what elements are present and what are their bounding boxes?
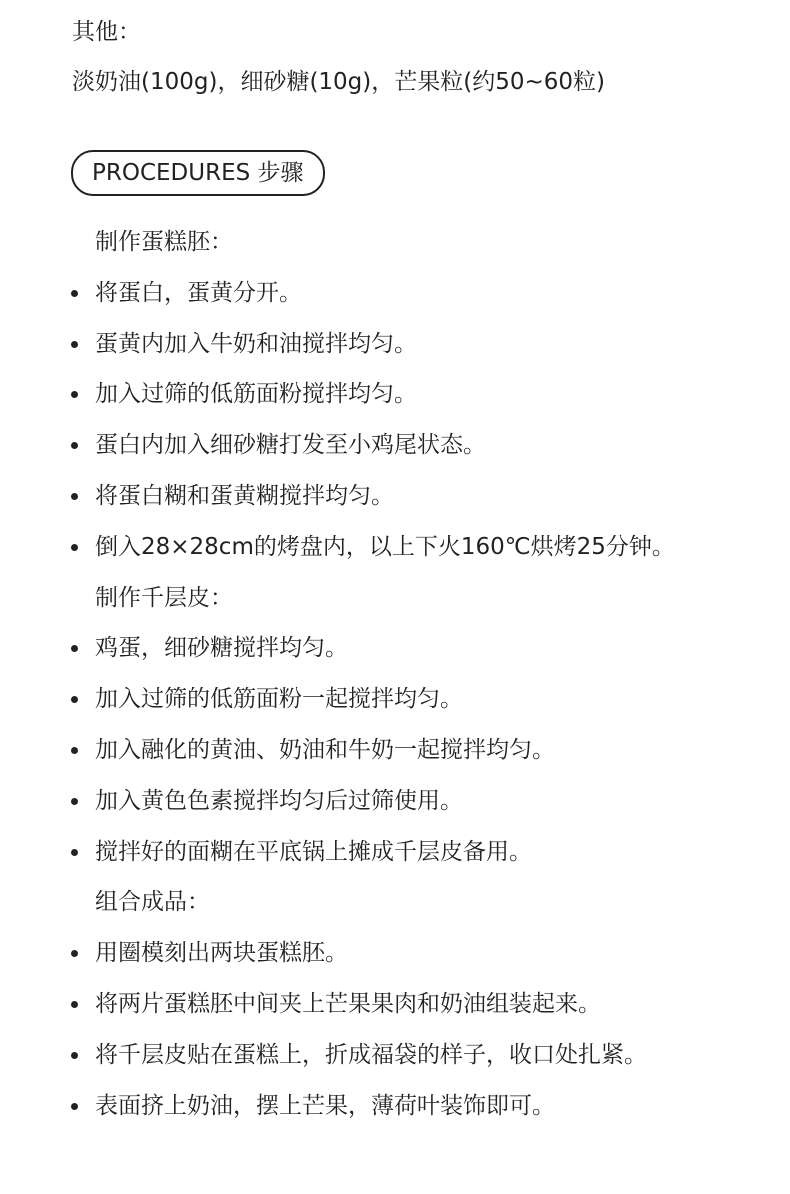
procedure-steps xyxy=(0,222,790,1136)
list-item: 加入黄色色素搅拌均匀后过筛使用。 xyxy=(0,781,790,832)
list-item: 鸡蛋，细砂糖搅拌均匀。 xyxy=(0,628,790,679)
bullet-icon xyxy=(71,493,78,500)
list-item: 倒入28×28cm的烤盘内，以上下火160℃烘烤25分钟。 xyxy=(0,527,790,578)
other-label: 其他： xyxy=(72,19,141,45)
list-item: 蛋白内加入细砂糖打发至小鸡尾状态。 xyxy=(0,425,790,476)
bullet-icon xyxy=(71,391,78,398)
bullet-icon xyxy=(71,696,78,703)
section-title: 制作蛋糕胚： xyxy=(95,229,233,255)
list-item: 将蛋白糊和蛋黄糊搅拌均匀。 xyxy=(0,476,790,527)
bullet-icon xyxy=(71,747,78,754)
bullet-icon xyxy=(71,1103,78,1110)
bullet-icon xyxy=(71,1001,78,1008)
bullet-icon xyxy=(71,290,78,297)
list-item: 将千层皮贴在蛋糕上，折成福袋的样子，收口处扎紧。 xyxy=(0,1035,790,1086)
list-item: 表面挤上奶油，摆上芒果，薄荷叶装饰即可。 xyxy=(0,1086,790,1137)
bullet-icon xyxy=(71,544,78,551)
list-item: 加入融化的黄油、奶油和牛奶一起搅拌均匀。 xyxy=(0,730,790,781)
bullet-icon xyxy=(71,341,78,348)
other-ingredients: 淡奶油(100g)，细砂糖(10g)，芒果粒(约50~60粒) xyxy=(72,69,606,95)
bullet-icon xyxy=(71,798,78,805)
section-title: 制作千层皮： xyxy=(95,584,233,611)
list-item: 加入过筛的低筋面粉一起搅拌均匀。 xyxy=(0,679,790,730)
bullet-icon xyxy=(71,849,78,856)
bullet-icon xyxy=(71,442,78,449)
list-item: 搅拌好的面糊在平底锅上摊成千层皮备用。 xyxy=(0,832,790,883)
bullet-icon xyxy=(71,645,78,652)
list-item: 将两片蛋糕胚中间夹上芒果果肉和奶油组装起来。 xyxy=(0,984,790,1035)
list-item: 加入过筛的低筋面粉搅拌均匀。 xyxy=(0,374,790,425)
bullet-icon xyxy=(71,1052,78,1059)
list-item: 用圈模刻出两块蛋糕胚。 xyxy=(0,933,790,984)
bullet-icon xyxy=(71,950,78,957)
section-title: 组合成品： xyxy=(95,889,210,916)
list-item: 将蛋白，蛋黄分开。 xyxy=(0,273,790,324)
procedures-badge: PROCEDURES 步骤 xyxy=(71,150,325,196)
list-item: 蛋黄内加入牛奶和油搅拌均匀。 xyxy=(0,324,790,375)
